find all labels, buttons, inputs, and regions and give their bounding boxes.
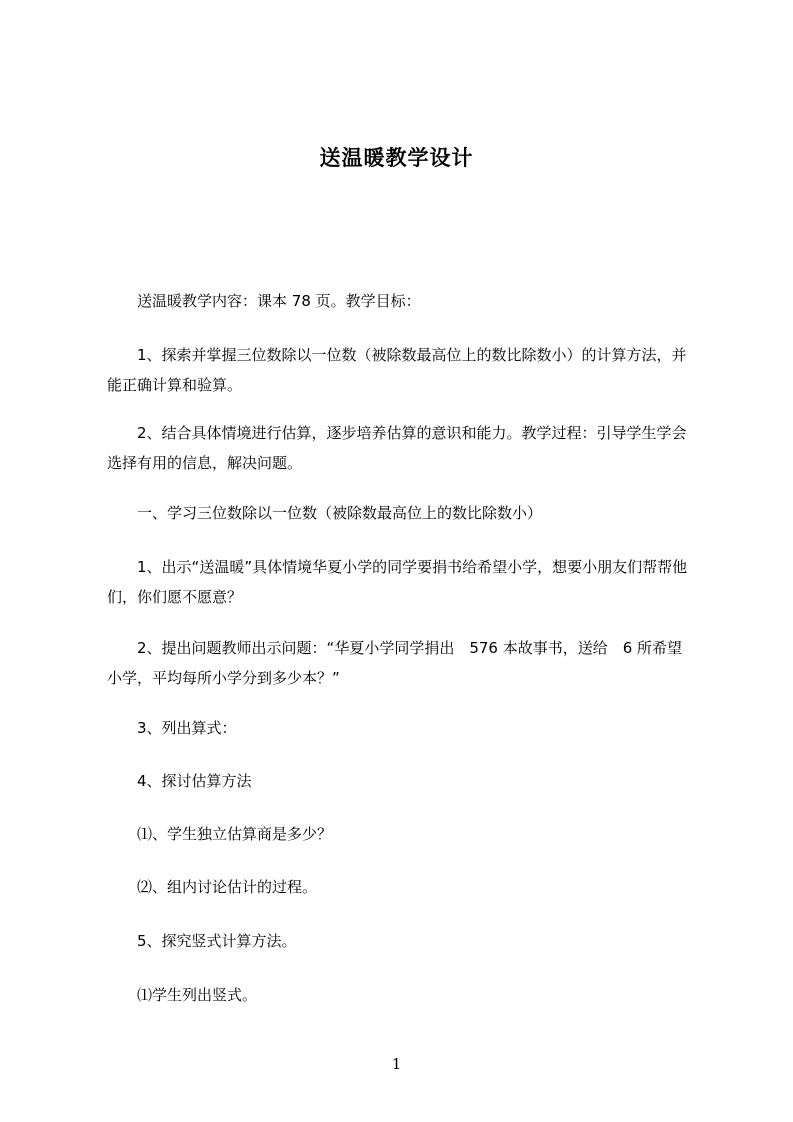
- paragraph-step-3: 3、列出算式：: [137, 719, 237, 737]
- paragraph-step-5-1: ⑴学生列出竖式。: [137, 986, 258, 1004]
- paragraph-goal-1: 1、探索并掌握三位数除以一位数（被除数最高位上的数比除数小）的计算方法，并能正确计算和验算。: [107, 346, 687, 394]
- paragraph-step-1: 1、出示“送温暖”具体情境华夏小学的同学要捐书给希望小学，想要小朋友们帮帮他们，你们愿不愿意？: [107, 558, 688, 606]
- paragraph-step-4-1: ⑴、学生独立估算商是多少？: [137, 825, 333, 843]
- page-number: 1: [391, 1055, 402, 1073]
- document-title: 送温暖教学设计: [319, 146, 474, 170]
- paragraph-goal-2: 2、结合具体情境进行估算，逐步培养估算的意识和能力。教学过程：引导学生学会选择有用的信息，解决问题。: [107, 424, 687, 472]
- paragraph-step-2: 2、提出问题教师出示问题：“华夏小学同学捐出 576 本故事书，送给 6 所希望小学，平均每所小学分到多少本？”: [107, 639, 683, 687]
- paragraph-step-4: 4、探讨估算方法: [137, 772, 252, 790]
- paragraph-content: 送温暖教学内容：课本 78 页。教学目标：: [137, 292, 421, 310]
- paragraph-step-4-2: ⑵、组内讨论估计的过程。: [137, 878, 318, 896]
- paragraph-section-1: 一、学习三位数除以一位数（被除数最高位上的数比除数小）: [137, 504, 543, 522]
- paragraph-step-5: 5、探究竖式计算方法。: [137, 932, 297, 950]
